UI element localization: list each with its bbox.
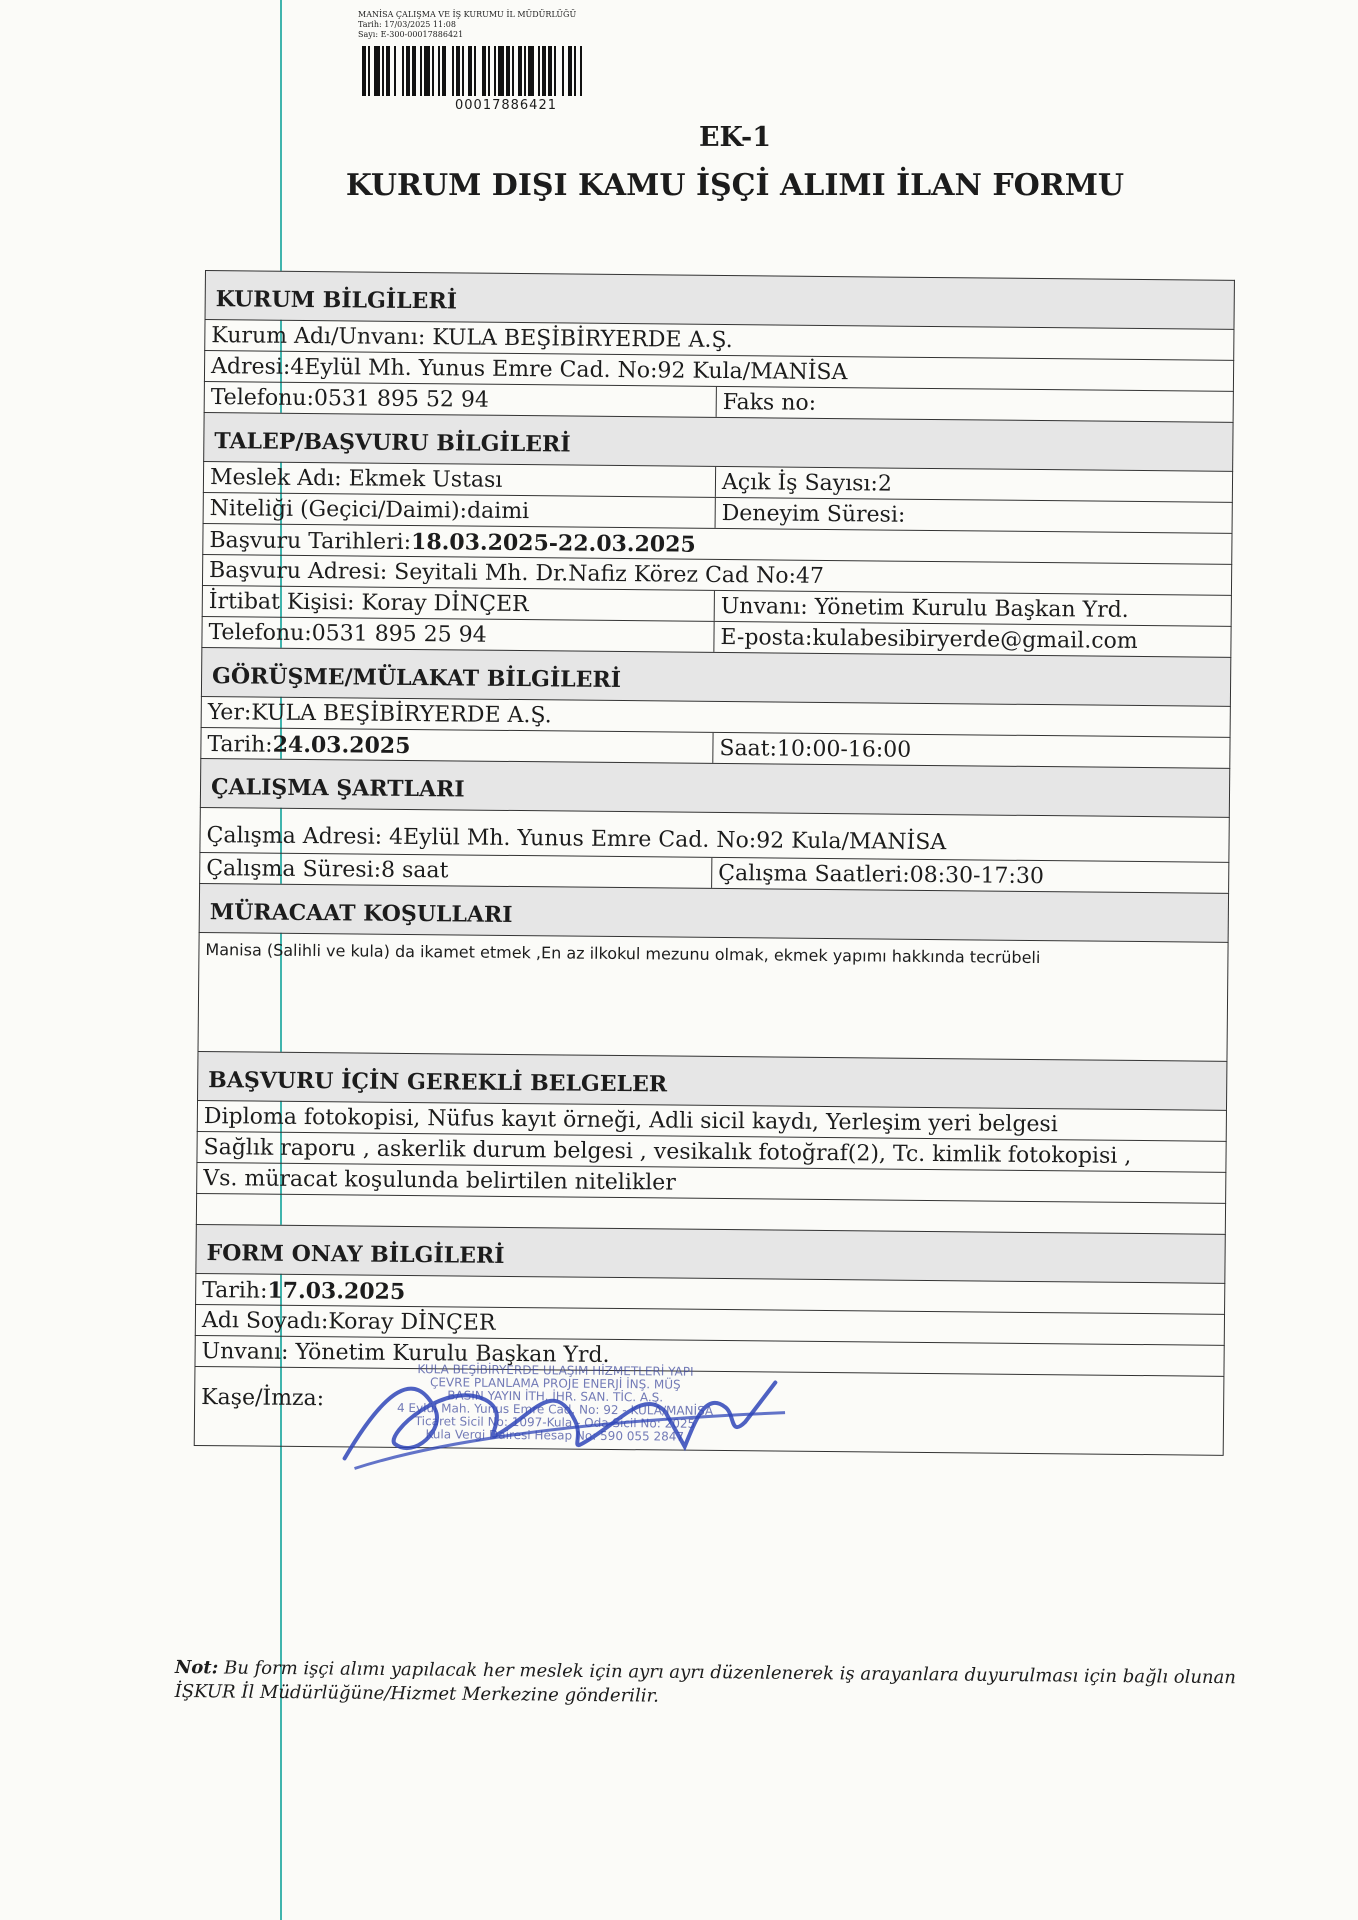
kurum-fax: Faks no: [722, 389, 817, 416]
application-dates-value: 18.03.2025-22.03.2025 [410, 528, 696, 558]
documents-line-3: Vs. müracat koşulunda belirtilen nitelikler [203, 1166, 676, 1196]
application-form [194, 270, 1235, 1456]
application-dates-label: Başvuru Tarihleri: [209, 528, 412, 555]
contact-email: E-posta:kulabesibiryerde@gmail.com [720, 624, 1138, 654]
footnote-label: Not: [174, 1657, 219, 1679]
stamp-line-6: Kula Vergi Dairesi Hesap No: 590 055 2847 [425, 1427, 685, 1444]
stamp-line-4: 4 Eylül Mah. Yunus Emre Cad. No: 92 - KULA/MANİSA [396, 1400, 714, 1418]
documents-line-1: Diploma fotokopisi, Nüfus kayıt örneği, Adli sicil kaydı, Yerleşim yeri belgesi [203, 1104, 1058, 1138]
office-name: MANİSA ÇALIŞMA VE İŞ KURUMU İL MÜDÜRLÜĞÜ [358, 10, 577, 19]
kurum-address: Adresi:4Eylül Mh. Yunus Emre Cad. No:92 Kula/MANİSA [210, 354, 848, 386]
stamp-line-3: BASIN YAYIN İTH. İHR. SAN. TİC. A.Ş. [447, 1388, 664, 1405]
work-address: Çalışma Adresi: 4Eylül Mh. Yunus Emre Cad. No:92 Kula/MANİSA [206, 823, 947, 856]
application-conditions: Manisa (Salihli ve kula) da ikamet etmek ,En az ilkokul mezunu olmak, ekmek yapımı hakkında tecrübeli [198, 932, 1229, 1061]
probation-period: Deneyim Süresi: [721, 500, 906, 528]
approval-date-value: 17.03.2025 [267, 1277, 406, 1305]
section-muracaat-heading: MÜRACAAT KOŞULLARI [199, 883, 1229, 942]
registry-ref: Sayı: E-300-00017886421 [358, 30, 464, 39]
interview-time: Saat:10:00-16:00 [719, 735, 912, 763]
form-title: KURUM DIŞI KAMU İŞÇİ ALIMI İLAN FORMU [345, 168, 1125, 203]
contact-title: Unvanı: Yönetim Kurulu Başkan Yrd. [720, 593, 1129, 623]
interview-place: Yer:KULA BEŞİBİRYERDE A.Ş. [207, 700, 552, 729]
approval-title: Unvanı: Yönetim Kurulu Başkan Yrd. [201, 1339, 610, 1368]
footnote-text: Bu form işçi alımı yapılacak her meslek için ayrı ayrı düzenlenerek iş arayanlara duyurulması için bağlı olunan İŞKUR İl Müdürlüğüne/Hizmet Merkezine gönderilir. [174, 1657, 1237, 1707]
approval-date-label: Tarih: [202, 1278, 268, 1304]
work-duration: Çalışma Süresi:8 saat [200, 853, 712, 888]
application-address: Başvuru Adresi: Seyitali Mh. Dr.Nafiz Körez Cad No:47 [208, 558, 825, 589]
stamp-line-1: KULA BEŞİBİRYERDE ULAŞIM HİZMETLERİ YAPI [417, 1362, 694, 1379]
stamp-signature-row [194, 1362, 1225, 1456]
contact-phone: Telefonu:0531 895 25 94 [202, 617, 714, 652]
section-talep-heading: TALEP/BAŞVURU BİLGİLERİ [203, 412, 1233, 471]
documents-line-2: Sağlık raporu , askerlik durum belgesi , vesikalık fotoğraf(2), Tc. kimlik fotokopisi , [203, 1135, 1132, 1169]
annex-title: EK-1 [698, 122, 772, 153]
section-belgeler-heading: BAŞVURU İÇİN GEREKLİ BELGELER [197, 1051, 1227, 1110]
interview-date-value: 24.03.2025 [272, 731, 411, 759]
employment-type: Niteliği (Geçici/Daimi):daimi [204, 493, 716, 528]
barcode-number: 00017886421 [455, 98, 557, 113]
kurum-name: Kurum Adı/Unvanı: KULA BEŞİBİRYERDE A.Ş. [211, 323, 733, 354]
section-calisma-heading: ÇALIŞMA ŞARTLARI [200, 758, 1230, 817]
section-kurum-heading: KURUM BİLGİLERİ [205, 270, 1235, 329]
stamp-signature-label: Kaşe/İmza: [201, 1385, 325, 1412]
kurum-phone: Telefonu:0531 895 52 94 [205, 382, 717, 417]
open-positions: Açık İş Sayısı:2 [721, 469, 893, 497]
contact-person: İrtibat Kişisi: Koray DİNÇER [203, 586, 715, 621]
work-hours: Çalışma Saatleri:08:30-17:30 [718, 860, 1045, 890]
occupation: Meslek Adı: Ekmek Ustası [204, 462, 716, 497]
footnote [175, 1656, 1255, 1714]
section-gorusme-heading: GÖRÜŞME/MÜLAKAT BİLGİLERİ [201, 647, 1231, 706]
barcode [362, 46, 644, 96]
registry-header [358, 10, 576, 40]
approval-name: Adı Soyadı:Koray DİNÇER [201, 1308, 496, 1336]
stamp-line-5: Ticaret Sicil No: 1097-Kula - Oda Sicil No: 2025 [414, 1414, 696, 1431]
interview-date [201, 728, 713, 763]
interview-date-label: Tarih: [207, 732, 273, 758]
registry-date: Tarih: 17/03/2025 11:08 [358, 20, 456, 29]
stamp-line-2: ÇEVRE PLANLAMA PROJE ENERJİ İNŞ. MÜŞ [429, 1375, 681, 1392]
section-onay-heading: FORM ONAY BİLGİLERİ [195, 1224, 1225, 1283]
handwritten-signature [324, 1348, 795, 1483]
